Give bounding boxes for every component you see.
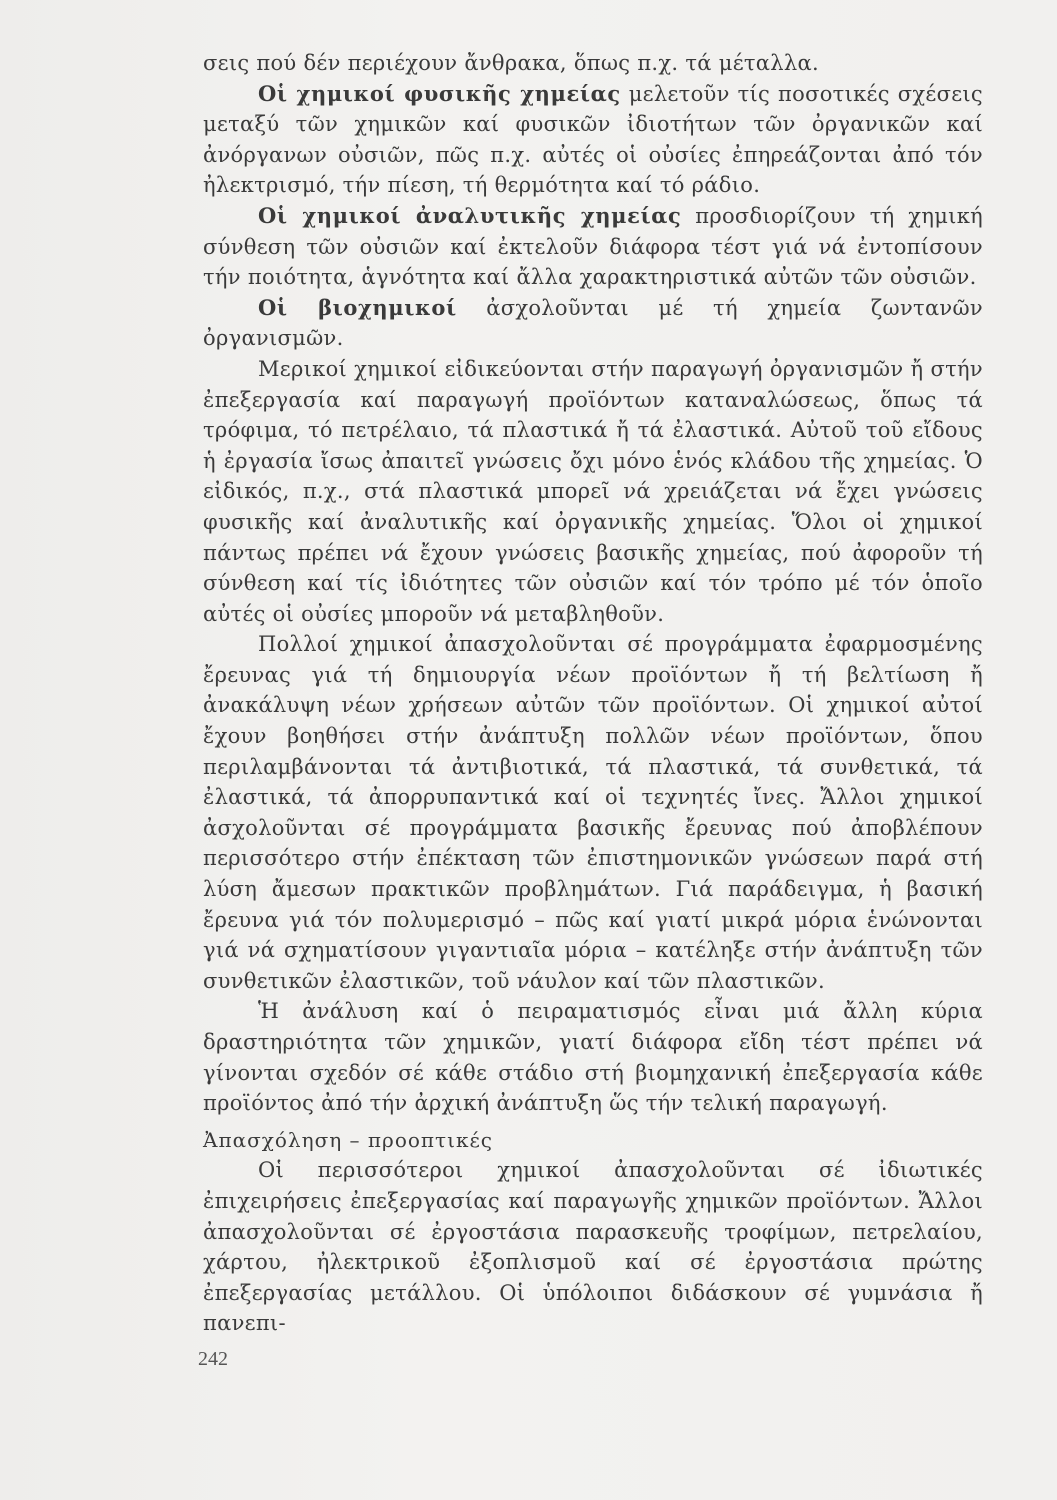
paragraph-applied-research xyxy=(203,629,983,996)
paragraph-analytical-chemistry xyxy=(203,201,983,293)
body-text xyxy=(203,48,983,1339)
paragraph-text: Ἡ ἀνάλυση καί ὁ πειραματισμός εἶναι μιά ἄλλη κύρια δραστηριότητα τῶν χημικῶν, γιατί διάφορα εἴδη τέστ πρέπει νά γίνονται σχεδόν σέ κάθε στάδιο στή βιομηχανική ἐπεξεργασία κάθε προϊόντος ἀπό τήν ἀρχική ἀνάπτυξη ὥς τήν τελική παραγωγή. xyxy=(203,999,983,1116)
paragraph-physical-chemistry xyxy=(203,79,983,201)
paragraph-continuation xyxy=(203,48,983,79)
paragraph-specialization xyxy=(203,354,983,629)
paragraph-analysis xyxy=(203,996,983,1118)
paragraph-biochemists xyxy=(203,293,983,354)
paragraph-lead: Οἱ βιοχημικοί xyxy=(258,294,457,320)
paragraph-text: Οἱ περισσότεροι χημικοί ἀπασχολοῦνται σέ ἰδιωτικές ἐπιχειρήσεις ἐπεξεργασίας καί παραγωγῆς χημικῶν προϊόντων. Ἄλλοι ἀπασχολοῦνται σέ ἐργοστάσια παρασκευῆς τροφίμων, πετρελαίου, χάρτου, ἠλεκτρικοῦ ἐξοπλισμοῦ καί σέ ἐργοστάσια πρώτης ἐπεξεργασίας μετάλλου. Οἱ ὑπόλοιποι διδάσκουν σέ γυμνάσια ἤ πανεπι- xyxy=(203,1158,983,1336)
paragraph-employment xyxy=(203,1155,983,1339)
paragraph-text: Πολλοί χημικοί ἀπασχολοῦνται σέ προγράμματα ἐφαρμοσμένης ἔρευνας γιά τή δημιουργία νέων προϊόντων ἤ τή βελτίωση ἤ ἀνακάλυψη νέων χρήσεων αὐτῶν τῶν προϊόντων. Οἱ χημικοί αὐτοί ἔχουν βοηθήσει στήν ἀνάπτυξη πολλῶν νέων προϊόντων, ὅπου περιλαμβάνονται τά ἀντιβιοτικά, τά πλαστικά, τά συνθετικά, τά ἐλαστικά, τά ἀπορρυπαντικά καί οἱ τεχνητές ἴνες. Ἄλλοι χημικοί ἀσχολοῦνται σέ προγράμματα βασικῆς ἔρευνας πού ἀποβλέπουν περισσότερο στήν ἐπέκταση τῶν ἐπιστημονικῶν γνώσεων παρά στή λύση ἄμεσων πρακτικῶν προβλημάτων. Γιά παράδειγμα, ἡ βασική ἔρευνα γιά τόν πολυμερισμό – πῶς καί γιατί μικρά μόρια ἑνώνονται γιά νά σχηματίσουν γιγαντιαῖα μόρια – κατέληξε στήν ἀνάπτυξη τῶν συνθετικῶν ἐλαστικῶν, τοῦ νάυλον καί τῶν πλαστικῶν. xyxy=(203,632,983,993)
section-heading: Ἀπασχόληση – προοπτικές xyxy=(203,1127,494,1152)
paragraph-lead: Οἱ χημικοί φυσικῆς χημείας xyxy=(258,80,621,106)
page-number: 242 xyxy=(198,1348,228,1370)
paragraph-text: μελετοῦν τίς ποσοτικές σχέσεις μεταξύ τῶν χημικῶν καί φυσικῶν ἰδιοτήτων τῶν ὀργανικῶν καί ἀνόργανων οὐσιῶν, πῶς π.χ. αὐτές οἱ οὐσίες ἐπηρεάζονται ἀπό τόν ἠλεκτρισμό, τήν πίεση, τή θερμότητα καί τό ράδιο. xyxy=(203,81,983,198)
paragraph-text: ἀσχολοῦνται μέ τή χημεία ζωντανῶν ὀργανισμῶν. xyxy=(203,295,983,351)
paragraph-text: Μερικοί χημικοί εἰδικεύονται στήν παραγωγή ὀργανισμῶν ἤ στήν ἐπεξεργασία καί παραγωγή προϊόντων καταναλώσεως, ὅπως τά τρόφιμα, τό πετρέλαιο, τά πλαστικά ἤ τά ἐλαστικά. Αὐτοῦ τοῦ εἴδους ἡ ἐργασία ἴσως ἀπαιτεῖ γνώσεις ὄχι μόνο ἑνός κλάδου τῆς χημείας. Ὁ εἰδικός, π.χ., στά πλαστικά μπορεῖ νά χρειάζεται νά ἔχει γνώσεις φυσικῆς καί ἀναλυτικῆς καί ὀργανικῆς χημείας. Ὅλοι οἱ χημικοί πάντως πρέπει νά ἔχουν γνώσεις βασικῆς χημείας, πού ἀφοροῦν τή σύνθεση καί τίς ἰδιότητες τῶν οὐσιῶν καί τόν τρόπο μέ τόν ὁποῖο αὐτές οἱ οὐσίες μποροῦν νά μεταβληθοῦν. xyxy=(203,356,983,626)
paragraph-text: προσδιορίζουν τή χημική σύνθεση τῶν οὐσιῶν καί ἐκτελοῦν διάφορα τέστ γιά νά ἐντοπίσουν τήν ποιότητα, ἁγνότητα καί ἄλλα χαρακτηριστικά αὐτῶν τῶν οὐσιῶν. xyxy=(203,203,984,290)
paragraph-lead: Οἱ χημικοί ἀναλυτικῆς χημείας xyxy=(258,202,682,228)
paragraph-text: σεις πού δέν περιέχουν ἄνθρακα, ὅπως π.χ. τά μέταλλα. xyxy=(203,51,819,75)
